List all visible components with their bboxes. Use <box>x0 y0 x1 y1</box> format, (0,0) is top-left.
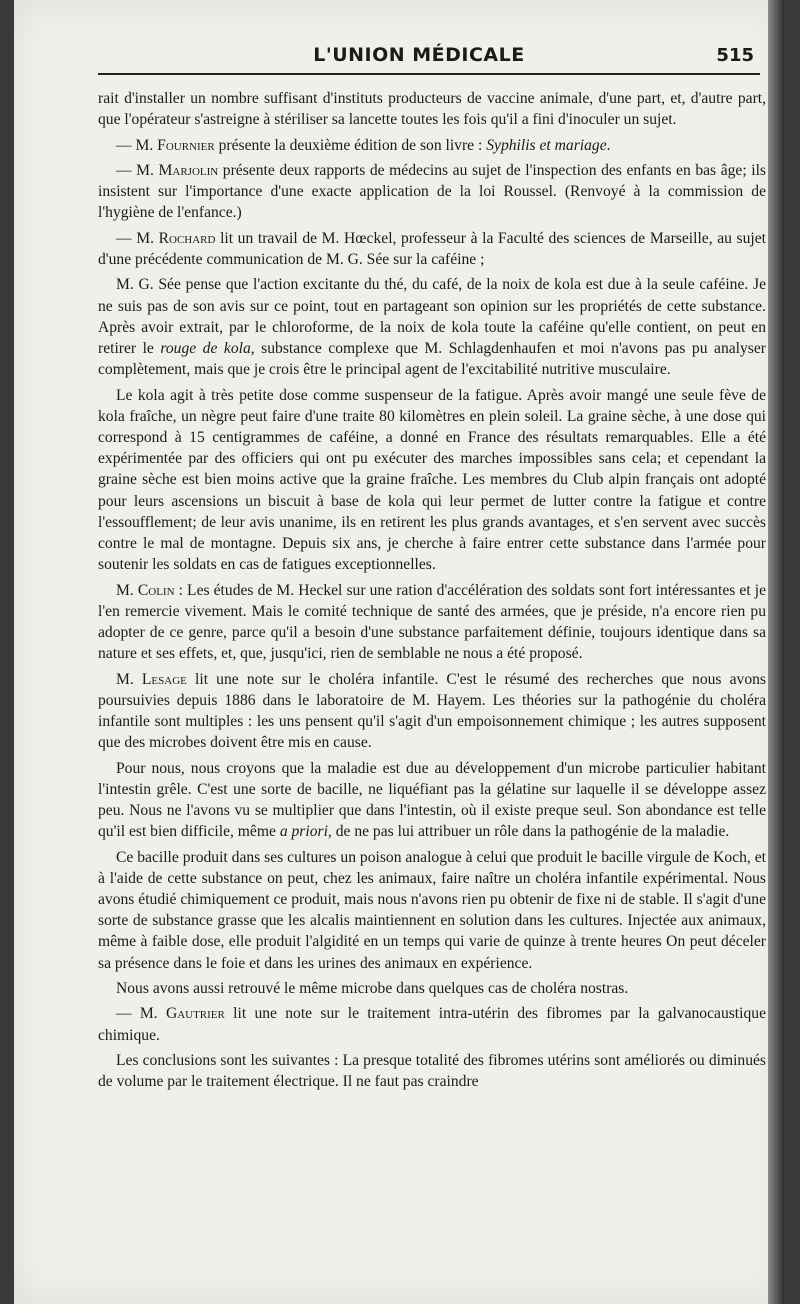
paragraph: — M. Gautrier lit une note sur le traitement intra-utérin des fibromes par la galvanocaustique chimique. <box>98 1005 766 1044</box>
author-name: Gautrier <box>165 1005 225 1023</box>
italic-term: rouge de kola <box>160 339 251 357</box>
paragraph: rait d'installer un nombre suffisant d'instituts producteurs de vaccine animale, d'une part, et, d'autre part, que l'opérateur s'astreigne à stériliser sa lancette toutes les fois qu'il a fini d'inoculer un sujet. <box>98 90 766 129</box>
author-name: Colin <box>137 581 175 599</box>
paragraph: M. Colin : Les études de M. Heckel sur une ration d'accélération des soldats sont fort intéressantes et je l'en remercie vivement. Mais le comité technique de santé des armées, que je préside, n'a encore rien pu adopter de ce genre, parce qu'il a besoin d'une substance parfaitement définie, toujours identique dans sa nature et ses effets, et, que, jusqu'ici, rien de semblable ne nous a été proposé. <box>98 581 766 663</box>
author-name: Fournier <box>157 136 215 154</box>
header-rule <box>98 73 760 75</box>
paragraph: Les conclusions sont les suivantes : La presque totalité des fibromes utérins sont améliorés ou diminués de volume par le traitement électrique. Il ne faut pas craindre <box>98 1051 766 1091</box>
author-name: Marjolin <box>158 161 219 179</box>
paragraph: Ce bacille produit dans ses cultures un poison analogue à celui que produit le bacille virgule de Koch, et à l'aide de cette substance on peut, chez les animaux, faire naître un choléra infantile expérimental. Nous avons étudié chimiquement ce produit, mais nous n'avons rien pu obtenir de fixe ni de stable. Il s'agit d'une sorte de substance grasse que les alcalis maintiennent en solution dans les cultures. Injectée aux animaux, même à faible dose, elle produit l'algidité en un temps qui varie de quinze à trente heures On peut déceler sa présence dans le foie et dans les urines des animaux en expérience. <box>98 848 766 972</box>
page-spine-shadow <box>768 0 784 1304</box>
journal-page <box>14 0 784 1304</box>
page-header <box>84 44 754 70</box>
page-number: 515 <box>716 45 754 66</box>
paragraph: M. G. Sée pense que l'action excitante du thé, du café, de la noix de kola est due à la seule caféine. Je ne suis pas de son avis sur ce point, tout en partageant son opinion sur les propriétés de cette substance. Après avoir extrait, par le chloroforme, de la noix de kola toute la caféine qu'elle contient, on peut en retirer le rouge de kola, substance complexe que M. Schlagdenhaufen et moi n'avons pas pu analyser complètement, mais que je crois être le principal agent de l'excitabilité nutritive musculaire. <box>98 276 766 379</box>
author-name: Rochard <box>158 229 216 247</box>
paragraph: Nous avons aussi retrouvé le même microbe dans quelques cas de choléra nostras. <box>116 980 629 997</box>
author-name: Lesage <box>141 670 187 688</box>
paragraph: M. Lesage lit une note sur le choléra infantile. C'est le résumé des recherches que nous avons poursuivies depuis 1886 dans le laboratoire de M. Hayem. Les théories sur la pathogénie du choléra infantile sont multiples : les uns pensent qu'il s'agit d'un empoisonnement chimique ; les autres supposent que des microbes doivent être mis en cause. <box>98 670 766 752</box>
article-body <box>98 88 766 1097</box>
journal-title: L'UNION MÉDICALE <box>313 44 525 66</box>
book-title: Syphilis et mariage <box>486 136 607 154</box>
paragraph: — M. Marjolin présente deux rapports de médecins au sujet de l'inspection des enfants en bas âge; ils insistent sur l'importance d'une exacte application de la loi Roussel. (Renvoyé à la commission de l'hygiène de l'enfance.) <box>98 161 766 222</box>
paragraph: — M. Rochard lit un travail de M. Hœckel, professeur à la Faculté des sciences de Marseille, au sujet d'une précédente communication de M. G. Sée sur la caféine ; <box>98 229 767 268</box>
italic-term: a priori <box>279 823 328 841</box>
paragraph: Pour nous, nous croyons que la maladie est due au développement d'un microbe particulier habitant l'intestin grêle. C'est une sorte de bacille, ne liquéfiant pas la gélatine sur laquelle il se développe assez peu. Nous ne l'avons vu se multiplier que dans l'intestin, où il existe preque seul. Son abondance est telle qu'il est bien difficile, même a priori, de ne pas lui attribuer un rôle dans la pathogénie de la maladie. <box>98 759 766 841</box>
paragraph: — M. Fournier présente la deuxième édition de son livre : Syphilis et mariage. <box>116 136 611 154</box>
paragraph: Le kola agit à très petite dose comme suspenseur de la fatigue. Après avoir mangé une seule fève de kola fraîche, un nègre peut faire d'une traite 80 kilomètres en plein soleil. La graine sèche, à une dose qui correspond à 15 centigrammes de caféine, a donné en France des résultats remarquables. Elle a été expérimentée par des officiers qui ont pu exécuter des marches impossibles sans cela; et cependant la graine sèche est bien moins active que la graine fraîche. Les membres du Club alpin français ont adopté pour leurs ascensions un biscuit à base de kola qui leur permet de lutter contre la fatigue et contre l'essoufflement; de leur avis unanime, ils en retirent les plus grands avantages, et s'en servent avec succès contre le mal de montagne. Depuis six ans, je cherche à faire entrer cette substance dans l'armée pour soutenir les soldats en cas de fatigues exceptionnelles. <box>98 386 766 574</box>
